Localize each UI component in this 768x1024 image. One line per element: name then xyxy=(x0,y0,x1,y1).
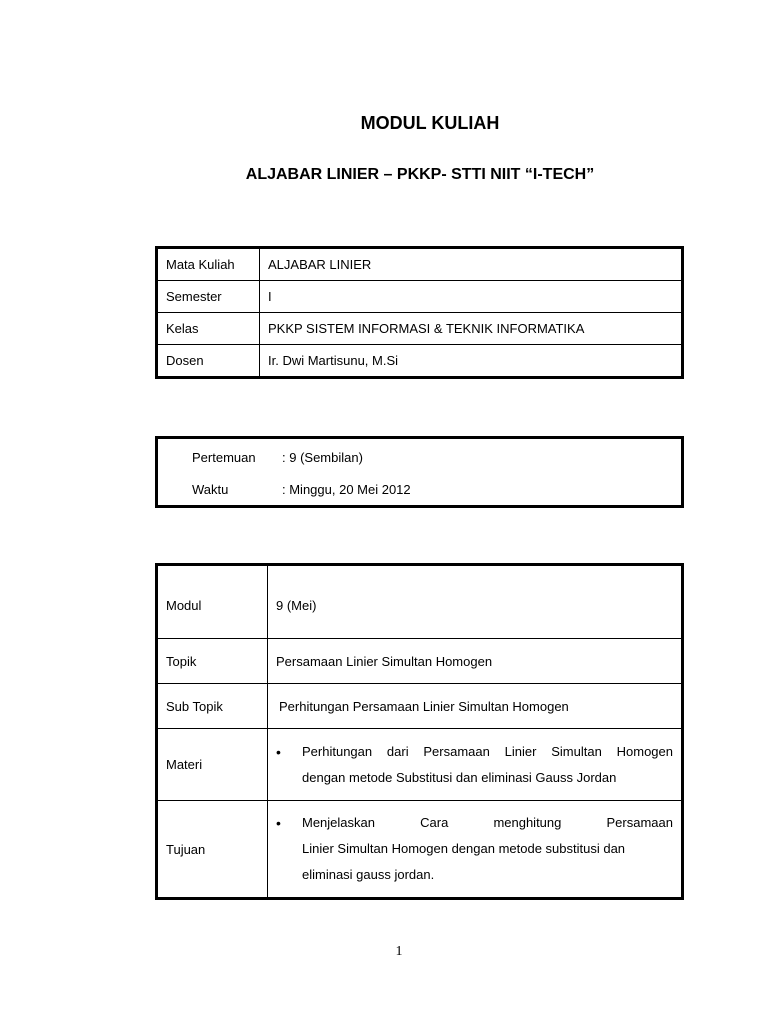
info-label: Semester xyxy=(157,281,260,313)
document-title: MODUL KULIAH xyxy=(360,113,500,133)
meeting-row-waktu xyxy=(192,482,411,497)
subtopik-value: Perhitungan Persamaan Linier Simultan Homogen xyxy=(268,684,683,729)
page-number: 1 xyxy=(395,944,403,959)
info-value: ALJABAR LINIER xyxy=(260,248,683,281)
subtopik-label: Sub Topik xyxy=(157,684,268,729)
meeting-info-box xyxy=(155,436,684,508)
info-label: Kelas xyxy=(157,313,260,345)
module-info-table xyxy=(155,563,684,900)
info-row-kelas xyxy=(157,313,683,345)
bullet-icon: • xyxy=(276,743,281,760)
waktu-label: Waktu xyxy=(192,482,229,497)
tujuan-line-2: Linier Simultan Homogen dengan metode substitusi dan xyxy=(302,841,626,856)
document-subtitle: ALJABAR LINIER – PKKP- STTI NIIT “I-TECH” xyxy=(245,166,595,183)
module-row-materi xyxy=(157,729,683,801)
tujuan-label: Tujuan xyxy=(157,801,268,899)
waktu-value: : Minggu, 20 Mei 2012 xyxy=(282,482,411,497)
info-value: Ir. Dwi Martisunu, M.Si xyxy=(260,345,683,378)
info-label: Mata Kuliah xyxy=(157,248,260,281)
materi-bullet-item xyxy=(276,739,673,791)
module-row-modul xyxy=(157,565,683,639)
tujuan-cell xyxy=(268,801,683,899)
pertemuan-label: Pertemuan xyxy=(192,450,256,465)
info-value: PKKP SISTEM INFORMASI & TEKNIK INFORMATIKA xyxy=(260,313,683,345)
tujuan-bullet-item xyxy=(276,810,673,888)
course-info-table xyxy=(155,246,684,379)
info-row-dosen xyxy=(157,345,683,378)
bullet-icon: • xyxy=(276,815,281,831)
meeting-row-pertemuan xyxy=(192,450,363,465)
info-value: I xyxy=(260,281,683,313)
pertemuan-value: : 9 (Sembilan) xyxy=(282,450,363,465)
modul-value: 9 (Mei) xyxy=(268,565,683,639)
module-row-topik xyxy=(157,639,683,684)
topik-value: Persamaan Linier Simultan Homogen xyxy=(268,639,683,684)
materi-cell xyxy=(268,729,683,801)
materi-line-1: Perhitungan dari Persamaan Linier Simultan Homogen xyxy=(302,743,673,759)
topik-label: Topik xyxy=(157,639,268,684)
info-row-mata-kuliah xyxy=(157,248,683,281)
materi-line-2: dengan metode Substitusi dan eliminasi Gauss Jordan xyxy=(302,769,617,785)
modul-label: Modul xyxy=(157,565,268,639)
info-row-semester xyxy=(157,281,683,313)
tujuan-line-1: Menjelaskan Cara menghitung Persamaan xyxy=(302,815,673,830)
module-row-tujuan xyxy=(157,801,683,899)
module-row-subtopik xyxy=(157,684,683,729)
tujuan-line-3: eliminasi gauss jordan. xyxy=(302,867,435,882)
info-label: Dosen xyxy=(157,345,260,378)
materi-label: Materi xyxy=(157,729,268,801)
